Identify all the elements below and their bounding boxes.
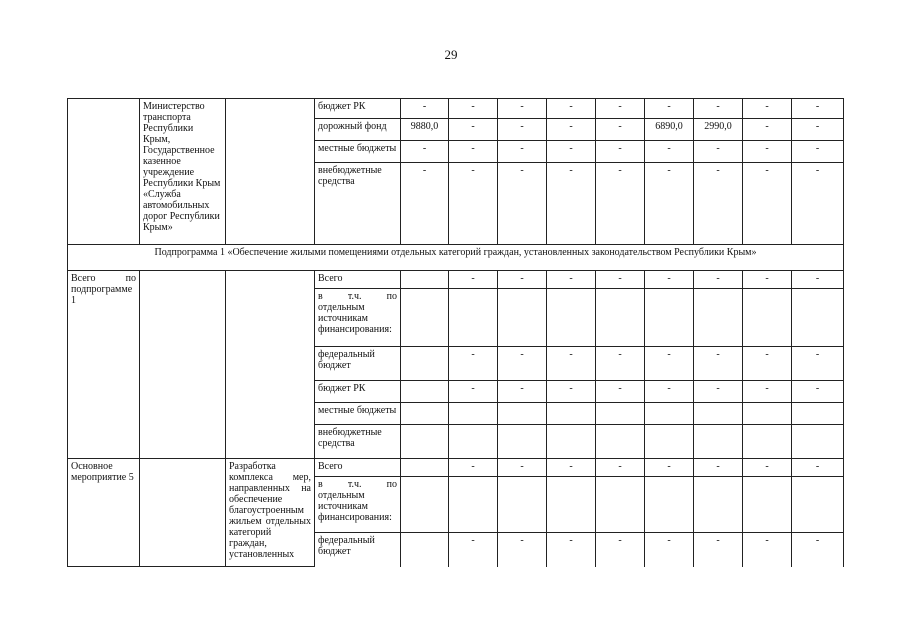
value-cell: -: [547, 459, 596, 477]
value-cell: -: [694, 381, 743, 403]
value-cell: [645, 477, 694, 533]
value-cell: -: [694, 141, 743, 163]
value-cell: [401, 403, 449, 425]
value-cell: -: [596, 271, 645, 289]
executor-cell: Министерство транспорта Республики Крым, Государственное казенное учреждение Республики Крым «Служба автомобильных дорог Республики Крым»: [140, 99, 226, 245]
value-cell: [645, 425, 694, 459]
value-cell: -: [498, 119, 547, 141]
value-cell: -: [596, 347, 645, 381]
value-cell: [743, 477, 792, 533]
value-cell: -: [645, 271, 694, 289]
value-cell: [792, 477, 844, 533]
value-cell: -: [743, 271, 792, 289]
value-cell: [449, 477, 498, 533]
value-cell: -: [498, 347, 547, 381]
value-cell: -: [792, 99, 844, 119]
value-cell: [743, 425, 792, 459]
value-cell: [792, 289, 844, 347]
value-cell: -: [792, 347, 844, 381]
value-cell: -: [694, 99, 743, 119]
table-row: [68, 99, 844, 119]
value-cell: [498, 403, 547, 425]
value-cell: [792, 425, 844, 459]
value-cell: -: [449, 99, 498, 119]
value-cell: -: [596, 381, 645, 403]
value-cell: -: [743, 459, 792, 477]
value-cell: -: [596, 141, 645, 163]
value-cell: -: [449, 141, 498, 163]
value-cell: [498, 425, 547, 459]
value-cell: -: [449, 119, 498, 141]
label-cell: Основное мероприятие 5: [68, 459, 140, 567]
funding-source: Всего: [315, 271, 401, 289]
value-cell: [645, 403, 694, 425]
value-cell: [401, 347, 449, 381]
table-row: [68, 459, 844, 477]
budget-table: [67, 98, 844, 567]
value-cell: -: [645, 533, 694, 567]
value-cell: [547, 403, 596, 425]
executor-cell: [140, 459, 226, 567]
value-cell: [498, 477, 547, 533]
description-cell: [226, 271, 315, 459]
value-cell: -: [498, 163, 547, 245]
table-row: [68, 245, 844, 271]
executor-cell: [140, 271, 226, 459]
table-row: [68, 271, 844, 289]
value-cell: [743, 289, 792, 347]
subprogram-total-label: Всего по: [71, 273, 136, 284]
value-cell: [547, 477, 596, 533]
value-cell: 2990,0: [694, 119, 743, 141]
value-cell: -: [498, 99, 547, 119]
value-cell: -: [743, 99, 792, 119]
value-cell: -: [743, 347, 792, 381]
value-cell: -: [792, 271, 844, 289]
funding-source: в т.ч. по отдельным источникам финансирования:: [315, 477, 401, 533]
value-cell: -: [694, 533, 743, 567]
value-cell: -: [645, 347, 694, 381]
value-cell: 9880,0: [401, 119, 449, 141]
value-cell: -: [743, 163, 792, 245]
value-cell: -: [401, 141, 449, 163]
funding-source: Всего: [315, 459, 401, 477]
value-cell: [449, 425, 498, 459]
value-cell: -: [498, 381, 547, 403]
value-cell: [401, 459, 449, 477]
value-cell: -: [645, 163, 694, 245]
funding-source: местные бюджеты: [315, 141, 401, 163]
funding-source: внебюджетные средства: [315, 163, 401, 245]
value-cell: [596, 289, 645, 347]
value-cell: [694, 425, 743, 459]
value-cell: -: [792, 459, 844, 477]
value-cell: -: [743, 533, 792, 567]
value-cell: -: [792, 163, 844, 245]
label-cell: [68, 99, 140, 245]
value-cell: -: [645, 141, 694, 163]
value-cell: [743, 403, 792, 425]
value-cell: -: [449, 533, 498, 567]
value-cell: -: [743, 381, 792, 403]
value-cell: [694, 477, 743, 533]
value-cell: 6890,0: [645, 119, 694, 141]
value-cell: -: [694, 347, 743, 381]
value-cell: -: [743, 141, 792, 163]
value-cell: -: [547, 141, 596, 163]
value-cell: -: [547, 347, 596, 381]
description-cell: Разработка комплекса мер, направленных на обеспечение благоустроенным жильем отдельных категорий граждан, установленных: [226, 459, 315, 567]
value-cell: -: [645, 381, 694, 403]
funding-source: бюджет РК: [315, 381, 401, 403]
value-cell: [449, 403, 498, 425]
value-cell: -: [694, 459, 743, 477]
value-cell: -: [596, 163, 645, 245]
value-cell: [694, 403, 743, 425]
value-cell: -: [547, 99, 596, 119]
value-cell: -: [743, 119, 792, 141]
value-cell: -: [547, 533, 596, 567]
label-cell: Всего по подпрограмме 1: [68, 271, 140, 459]
funding-source: внебюджетные средства: [315, 425, 401, 459]
value-cell: -: [645, 99, 694, 119]
value-cell: -: [498, 271, 547, 289]
funding-source: бюджет РК: [315, 99, 401, 119]
value-cell: -: [694, 271, 743, 289]
value-cell: [401, 289, 449, 347]
value-cell: [498, 289, 547, 347]
value-cell: [645, 289, 694, 347]
value-cell: -: [792, 141, 844, 163]
value-cell: -: [449, 459, 498, 477]
value-cell: -: [596, 99, 645, 119]
value-cell: [547, 289, 596, 347]
value-cell: -: [645, 459, 694, 477]
value-cell: -: [449, 271, 498, 289]
value-cell: -: [498, 459, 547, 477]
value-cell: -: [498, 533, 547, 567]
value-cell: [596, 403, 645, 425]
value-cell: [401, 271, 449, 289]
value-cell: [792, 403, 844, 425]
value-cell: [596, 425, 645, 459]
value-cell: [596, 477, 645, 533]
value-cell: [694, 289, 743, 347]
value-cell: -: [401, 99, 449, 119]
value-cell: -: [449, 347, 498, 381]
value-cell: -: [547, 271, 596, 289]
funding-source: местные бюджеты: [315, 403, 401, 425]
value-cell: [547, 425, 596, 459]
value-cell: -: [547, 119, 596, 141]
value-cell: -: [596, 533, 645, 567]
value-cell: -: [694, 163, 743, 245]
value-cell: -: [547, 381, 596, 403]
value-cell: -: [449, 163, 498, 245]
value-cell: [401, 381, 449, 403]
value-cell: -: [596, 459, 645, 477]
funding-source: дорожный фонд: [315, 119, 401, 141]
value-cell: -: [401, 163, 449, 245]
funding-source: в т.ч. по отдельным источникам финансирования:: [315, 289, 401, 347]
value-cell: -: [449, 381, 498, 403]
value-cell: -: [792, 119, 844, 141]
value-cell: -: [547, 163, 596, 245]
description-cell: [226, 99, 315, 245]
value-cell: -: [498, 141, 547, 163]
value-cell: [401, 425, 449, 459]
page-number: 29: [444, 47, 458, 62]
value-cell: [401, 477, 449, 533]
funding-source: федеральный бюджет: [315, 347, 401, 381]
value-cell: [449, 289, 498, 347]
value-cell: -: [792, 381, 844, 403]
value-cell: -: [792, 533, 844, 567]
value-cell: [401, 533, 449, 567]
subprogram-title: Подпрограмма 1 «Обеспечение жилыми помещениями отдельных категорий граждан, установленных законодательством Республики Крым»: [68, 245, 844, 271]
funding-source: федеральный бюджет: [315, 533, 401, 567]
value-cell: -: [596, 119, 645, 141]
